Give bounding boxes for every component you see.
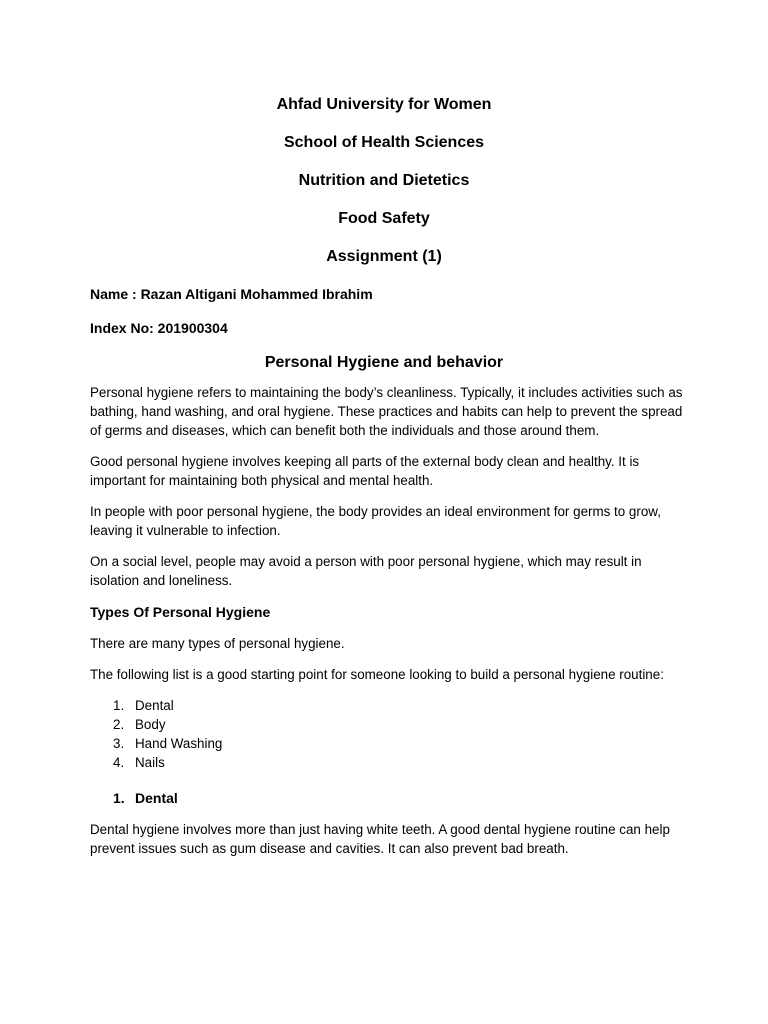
title-block: [0, 94, 768, 284]
paragraph: In people with poor personal hygiene, the body provides an ideal environment for germs to grow, leaving it vulnerable to infection.: [90, 504, 661, 538]
types-heading: Types Of Personal Hygiene: [90, 604, 271, 620]
list-item: [90, 734, 690, 753]
list-number: 4.: [113, 755, 125, 770]
list-item: [90, 753, 690, 772]
paragraph: Personal hygiene refers to maintaining the body’s cleanliness. Typically, it includes activities such as bathing, hand washing, and oral hygiene. These practices and habits can help to prevent the spread of germs and diseases, which can benefit both the individuals and those around them.: [90, 385, 683, 438]
list-label: Nails: [135, 755, 165, 770]
list-item: [90, 715, 690, 734]
dental-title: Dental: [135, 790, 178, 806]
assignment-title: Assignment (1): [326, 248, 442, 265]
paragraph: On a social level, people may avoid a person with poor personal hygiene, which may result in isolation and loneliness.: [90, 554, 642, 588]
document-body: [90, 284, 690, 870]
paragraph: Good personal hygiene involves keeping all parts of the external body clean and healthy. It is important for maintaining both physical and mental health.: [90, 454, 640, 488]
types-list: [90, 696, 690, 772]
list-item: [90, 696, 690, 715]
list-label: Body: [135, 717, 166, 732]
dental-paragraph: Dental hygiene involves more than just having white teeth. A good dental hygiene routine can help prevent issues such as gum disease and cavities. It can also prevent bad breath.: [90, 822, 670, 856]
school-name: School of Health Sciences: [283, 134, 485, 151]
list-label: Hand Washing: [135, 736, 223, 751]
department-name: Nutrition and Dietetics: [298, 172, 470, 189]
student-name: Name : Razan Altigani Mohammed Ibrahim: [90, 286, 373, 302]
list-label: Dental: [135, 698, 174, 713]
student-index: Index No: 201900304: [90, 320, 228, 336]
list-number: 3.: [113, 736, 125, 751]
university-name: Ahfad University for Women: [276, 96, 492, 113]
list-number: 2.: [113, 717, 125, 732]
list-number: 1.: [113, 698, 125, 713]
dental-number: 1.: [113, 790, 125, 806]
types-intro: There are many types of personal hygiene.: [90, 636, 345, 651]
course-name: Food Safety: [338, 210, 430, 227]
list-intro: The following list is a good starting point for someone looking to build a personal hygiene routine:: [90, 667, 664, 682]
section-title: Personal Hygiene and behavior: [264, 354, 504, 371]
dental-heading: [90, 788, 690, 808]
